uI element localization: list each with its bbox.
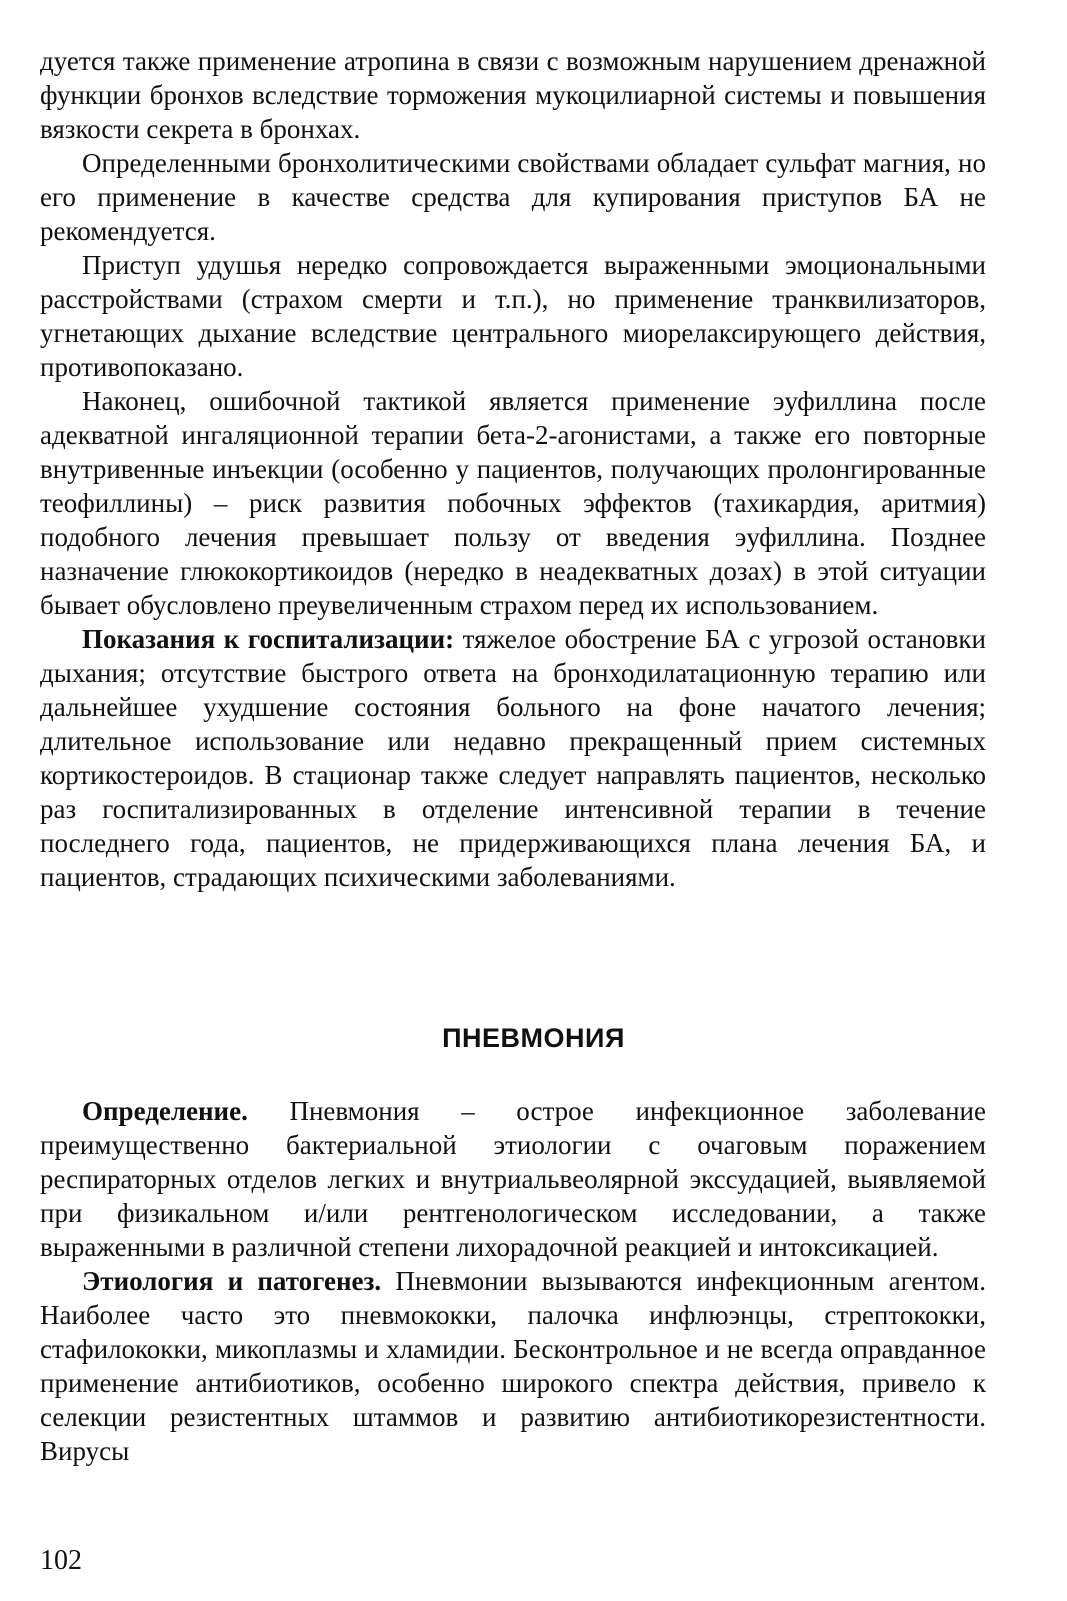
hospitalization-text: тяжелое обострение БА с угрозой остановки дыхания; отсутствие быстрого ответа на бронходилатационную терапию или дальнейшее ухудшение состояния больного на фоне начатого лечения; длительное использование или недавно прекращенный прием системных кортикостероидов. В стационар также следует направлять пациентов, несколько раз госпитализированных в отделение интенсивной терапии в течение последнего года, пациентов, не придерживающихся плана лечения БА, и пациентов, страдающих психическими заболеваниями. xyxy=(40,624,986,892)
top-text-block xyxy=(40,44,986,894)
bottom-text-block xyxy=(40,1094,986,1468)
paragraph-definition xyxy=(40,1094,986,1264)
definition-text: Пневмония – острое инфекционное заболевание преимущественно бактериальной этиологии с очаговым поражением респираторных отделов легких и внутриальвеолярной экссудацией, выявляемой при физикальном и/или рентгенологическом исследовании, а также выраженными в различной степени лихорадочной реакцией и интоксикацией. xyxy=(40,1096,986,1262)
paragraph-etiology xyxy=(40,1264,986,1468)
paragraph-magnesium-sulfate: Определенными бронхолитическими свойствами обладает сульфат магния, но его применение в качестве средства для купирования приступов БА не рекомендуется. xyxy=(40,148,986,246)
paragraph-tranquilizers: Приступ удушья нередко сопровождается выраженными эмоциональными расстройствами (страхом смерти и т.п.), но применение транквилизаторов, угнетающих дыхание вследствие центрального миорелаксирующего действия, противопоказано. xyxy=(40,250,986,382)
definition-lead: Определение. xyxy=(82,1096,248,1126)
paragraph-atropine: дуется также применение атропина в связи с возможным нарушением дренажной функции бронхов вследствие торможения мукоцилиарной системы и повышения вязкости секрета в бронхах. xyxy=(40,46,986,144)
page-number: 102 xyxy=(40,1545,82,1576)
etiology-text: Пневмонии вызываются инфекционным агентом. Наиболее часто это пневмококки, палочка инфлюэнцы, стрептококки, стафилококки, микоплазмы и хламидии. Бесконтрольное и не всегда оправданное применение антибиотиков, особенно широкого спектра действия, привело к селекции резистентных штаммов и развитию антибиотикорезистентности. Вирусы xyxy=(40,1266,986,1466)
etiology-lead: Этиология и патогенез. xyxy=(82,1266,382,1296)
paragraph-euphylline: Наконец, ошибочной тактикой является применение эуфиллина после адекватной ингаляционной терапии бета-2-агонистами, а также его повторные внутривенные инъекции (особенно у пациентов, получающих пролонгированные теофиллины) – риск развития побочных эффектов (тахикардия, аритмия) подобного лечения превышает пользу от введения эуфиллина. Позднее назначение глюкокортикоидов (нередко в неадекватных дозах) в этой ситуации бывает обусловлено преувеличенным страхом перед их использованием. xyxy=(40,386,986,620)
paragraph-hospitalization xyxy=(40,622,986,894)
hospitalization-lead: Показания к госпитализации: xyxy=(82,624,455,654)
section-heading: ПНЕВМОНИЯ xyxy=(442,1023,625,1053)
